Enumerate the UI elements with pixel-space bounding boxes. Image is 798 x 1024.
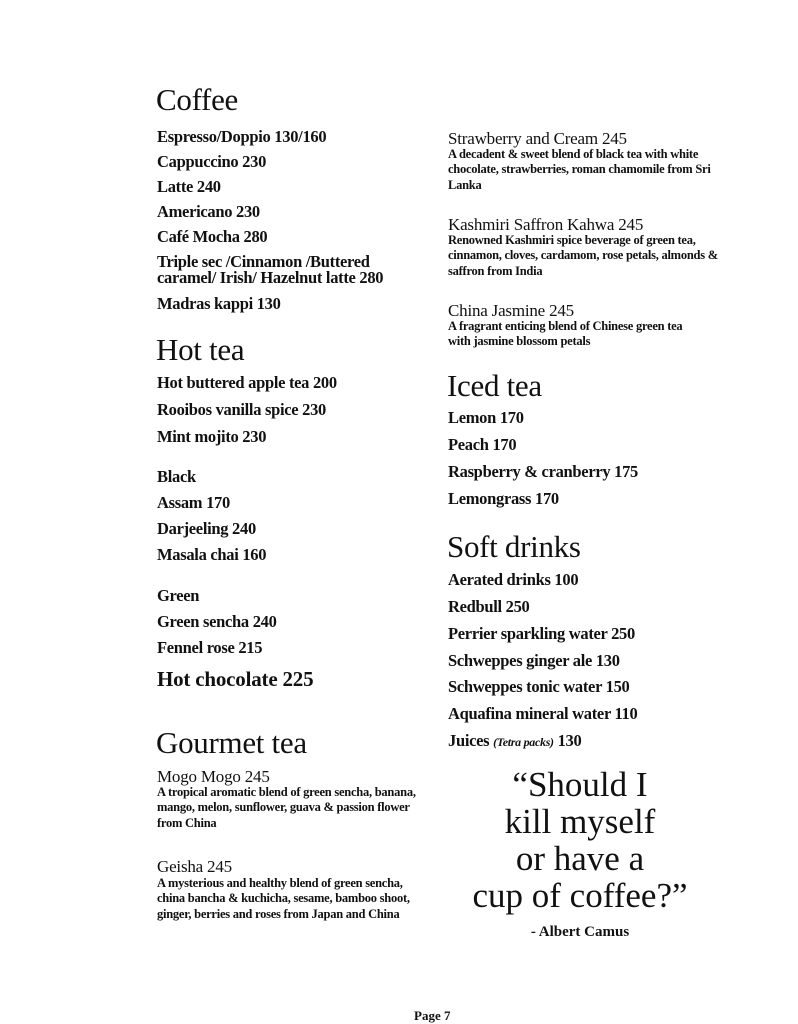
juices-price: 130 xyxy=(557,731,582,750)
menu-item: Schweppes ginger ale 130 xyxy=(448,651,620,670)
menu-item: Triple sec /Cinnamon /Buttered caramel/ Irish/ Hazelnut latte 280 xyxy=(157,252,384,287)
gourmet-item-name: China Jasmine 245 xyxy=(448,301,574,320)
gourmet-item-desc: A tropical aromatic blend of green sencha, banana, mango, melon, sunflower, guava & passion flower from China xyxy=(157,785,416,830)
gourmet-item-desc: A decadent & sweet blend of black tea with white chocolate, strawberries, roman chamomile from Sri Lanka xyxy=(448,147,711,192)
gourmet-item-desc: A fragrant enticing blend of Chinese green tea with jasmine blossom petals xyxy=(448,319,683,349)
juices-name: Juices xyxy=(448,731,490,750)
menu-item: Assam 170 xyxy=(157,493,230,512)
gourmet-item-name: Geisha 245 xyxy=(157,857,232,876)
black-tea-subheading: Black xyxy=(157,467,196,486)
quote-line: or have a xyxy=(515,839,645,878)
menu-item: Lemongrass 170 xyxy=(448,489,559,508)
menu-item: Peach 170 xyxy=(448,435,517,454)
gourmet-item-name: Kashmiri Saffron Kahwa 245 xyxy=(448,215,644,234)
green-tea-subheading: Green xyxy=(157,586,200,605)
camus-quote xyxy=(455,766,705,914)
menu-item: Schweppes tonic water 150 xyxy=(448,677,630,696)
quote-author: - Albert Camus xyxy=(530,924,630,940)
quote-line: “Should I xyxy=(512,765,648,804)
soft-drinks-heading: Soft drinks xyxy=(447,529,581,564)
menu-item: Americano 230 xyxy=(157,202,260,221)
menu-item: Espresso/Doppio 130/160 xyxy=(157,127,327,146)
hot-tea-heading: Hot tea xyxy=(156,332,245,367)
menu-item: Cappuccino 230 xyxy=(157,152,267,171)
menu-item: Masala chai 160 xyxy=(157,545,267,564)
menu-item: Café Mocha 280 xyxy=(157,227,268,246)
menu-item: Darjeeling 240 xyxy=(157,519,256,538)
menu-item: Hot buttered apple tea 200 xyxy=(157,373,337,392)
hot-chocolate-item: Hot chocolate 225 xyxy=(157,667,314,691)
menu-item: Latte 240 xyxy=(157,177,221,196)
menu-item: Fennel rose 215 xyxy=(157,638,263,657)
menu-item: Madras kappi 130 xyxy=(157,294,281,313)
iced-tea-heading: Iced tea xyxy=(447,368,542,403)
page-number: Page 7 xyxy=(414,1008,451,1023)
gourmet-item-desc: Renowned Kashmiri spice beverage of green tea, cinnamon, cloves, cardamom, rose petals, almonds & saffron from India xyxy=(448,233,718,278)
menu-item: Rooibos vanilla spice 230 xyxy=(157,400,326,419)
quote-line: kill myself xyxy=(504,802,656,841)
gourmet-item-desc: A mysterious and healthy blend of green sencha, china bancha & kuchicha, sesame, bamboo shoot, ginger, berries and roses from Japan and China xyxy=(157,876,410,921)
menu-item: Redbull 250 xyxy=(448,597,530,616)
juices-item xyxy=(448,733,581,750)
menu-item: Perrier sparkling water 250 xyxy=(448,624,635,643)
menu-item: Mint mojito 230 xyxy=(157,427,267,446)
menu-item: Lemon 170 xyxy=(448,408,524,427)
menu-item: Green sencha 240 xyxy=(157,612,277,631)
menu-item: Raspberry & cranberry 175 xyxy=(448,462,639,481)
coffee-heading: Coffee xyxy=(156,82,238,117)
menu-item: Aquafina mineral water 110 xyxy=(448,704,638,723)
gourmet-tea-heading: Gourmet tea xyxy=(156,725,307,760)
juices-note: (Tetra packs) xyxy=(493,735,554,749)
menu-item: Aerated drinks 100 xyxy=(448,570,579,589)
gourmet-item-name: Strawberry and Cream 245 xyxy=(448,129,627,148)
quote-line: cup of coffee?” xyxy=(472,876,688,915)
gourmet-item-name: Mogo Mogo 245 xyxy=(157,767,270,786)
